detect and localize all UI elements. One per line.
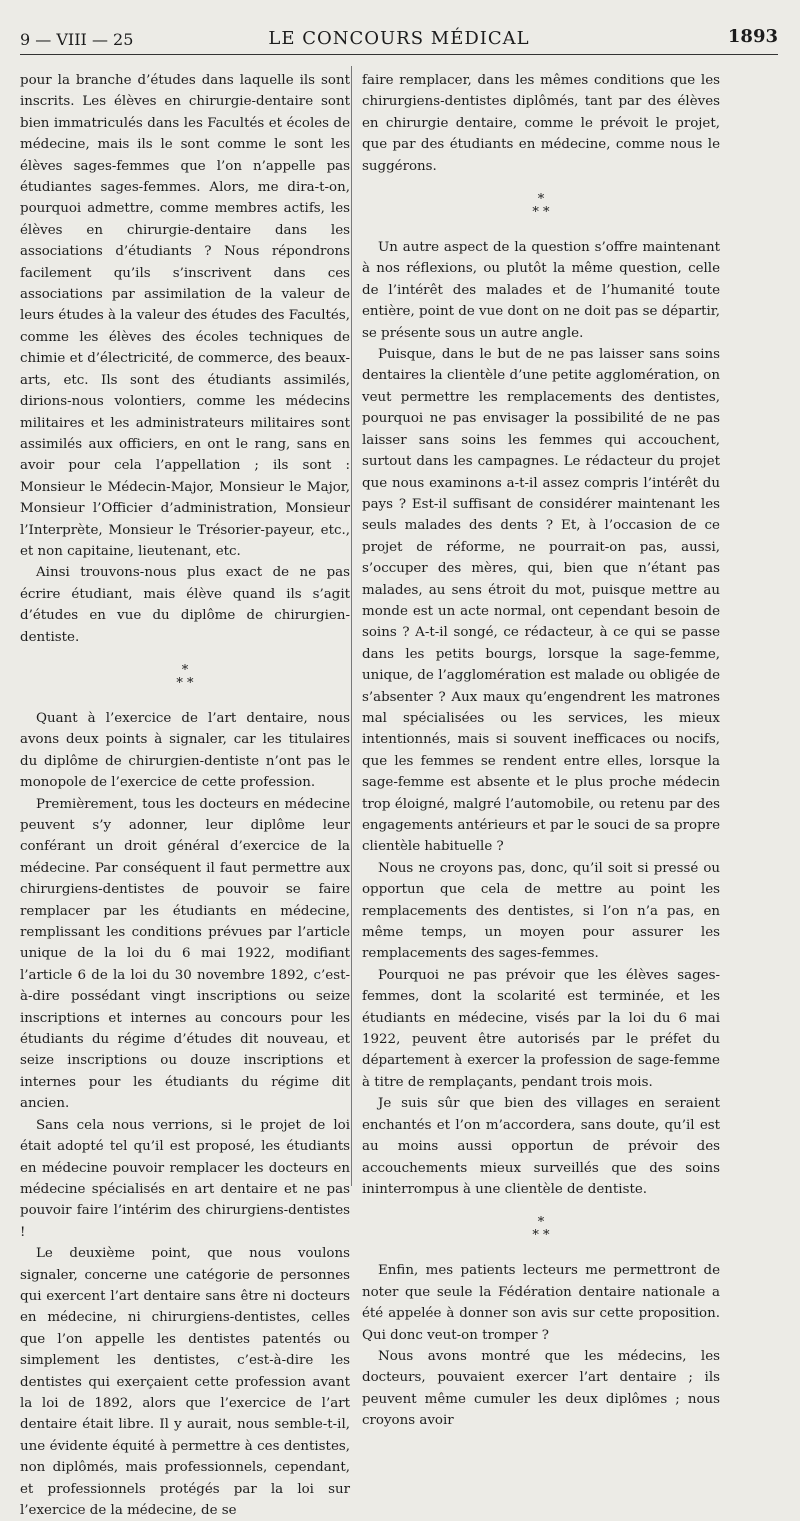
section-separator: * * *	[176, 662, 194, 691]
right-column	[362, 70, 720, 1432]
journal-title: LE CONCOURS MÉDICAL	[268, 28, 530, 49]
paragraph: Un autre aspect de la question s’offre maintenant à nos réflexions, ou plutôt la même question, celle de l’intérêt des malades et de l’humanité toute entière, point de vue dont on ne doit pas se départir, se présente sous un autre angle.	[362, 240, 720, 341]
paragraph: faire remplacer, dans les mêmes conditions que les chirurgiens-dentistes diplômés, tant par des élèves en chirurgie dentaire, comme le prévoit le projet, que par des étudiants en médecine, comme nous le suggérons.	[362, 73, 720, 174]
page-header	[20, 26, 778, 55]
page-number: 1893	[727, 26, 778, 47]
paragraph: Sans cela nous verrions, si le projet de loi était adopté tel qu’il est proposé, les étudiants en médecine pouvoir remplacer les docteurs en médecine spécialisés en art dentaire et ne pas pouvoir faire l’intérim des chirurgiens-dentistes !	[20, 1117, 350, 1240]
paragraph: Le deuxième point, que nous voulons signaler, concerne une catégorie de personnes qui exercent l’art dentaire sans être ni docteurs en médecine, ni chirurgiens-dentistes, celles que l’on appelle les dentistes patentés ou simplement les dentistes, c’est-à-dire les dentistes qui exerçaient cette profession avant la loi de 1892, alors que l’exercice de l’art dentaire était libre. Il y aurait, nous semble-t-il, une évidente équité à permettre à ces dentistes, non diplômés, mais professionnels, cependant, et professionnels protégés par la loi sur l’exercice de la médecine, de se	[20, 1246, 350, 1518]
paragraph: Puisque, dans le but de ne pas laisser sans soins dentaires la clientèle d’une petite agglomération, on veut permettre les remplacements des dentistes, pourquoi ne pas envisager la possibilité de ne pas laisser sans soins les femmes qui accouchent, surtout dans les campagnes. Le rédacteur du projet que nous examinons a-t-il assez compris l’intérêt du pays ? Est-il suffisant de considérer maintenant les seuls malades des dents ? Et, à l’occasion de ce projet de réforme, ne pourrait-on pas, aussi, s’occuper des mères, qui, bien que n’étant pas malades, au sens étroit du mot, puisque mettre au monde est un acte normal, ont cependant besoin de soins ? A-t-il songé, ce rédacteur, à ce qui se passe dans les petits bourgs, lorsque la sage-femme, unique, de l’agglomération est malade ou obligée de s’absenter ? Aux maux qu’engendrent les matrones mal spécialisées ou les services, les mieux intentionnés, mais si souvent inefficaces ou nocifs, que les femmes se rendent entre elles, lorsque la sage-femme est absente et le plus proche médecin trop éloigné, malgré l’automobile, ou retenu par des engagements antérieurs et par le souci de sa propre clientèle habituelle ?	[362, 347, 720, 855]
column-divider	[351, 66, 352, 1186]
paragraph: Nous avons montré que les médecins, les docteurs, pouvaient exercer l’art dentaire ; ils peuvent même cumuler les deux diplômes ; nous croyons avoir	[362, 1348, 720, 1429]
paragraph: Quant à l’exercice de l’art dentaire, nous avons deux points à signaler, car les titulaires du diplôme de chirurgien-dentiste n’ont pas le monopole de l’exercice de cette profession.	[20, 710, 350, 791]
paragraph: pour la branche d’études dans laquelle ils sont inscrits. Les élèves en chirurgie-dentaire sont bien immatriculés dans les Facultés et écoles de médecine, mais ils le sont comme le sont les élèves sages-femmes que l’on n’appelle pas étudiantes sages-femmes. Alors, me dira-t-on, pourquoi admettre, comme membres actifs, les élèves en chirurgie-dentaire dans les associations d’étudiants ? Nous répondrons facilement qu’ils s’inscrivent dans ces associations par assimilation de la valeur de leurs études à la valeur des études des Facultés, comme les élèves des écoles techniques de chimie et d’électricité, de commerce, des beaux-arts, etc. Ils sont des étudiants assimilés, dirions-nous volontiers, comme les médecins militaires et les administrateurs militaires sont assimilés aux officiers, en ont le rang, sans en avoir pour cela l’appellation ; ils sont : Monsieur le Médecin-Major, Monsieur le Major, Monsieur l’Officier d’administration, Monsieur l’Interprète, Monsieur le Trésorier-payeur, etc., et non capitaine, lieutenant, etc.	[20, 73, 350, 559]
paragraph: Je suis sûr que bien des villages en seraient enchantés et l’on m’accordera, sans doute, qu’il est au moins aussi opportun de prévoir des accouchements mieux surveillés que des soins ininterrompus à une clientèle de dentiste.	[362, 1096, 720, 1197]
paragraph: Nous ne croyons pas, donc, qu’il soit si pressé ou opportun que cela de mettre au point les remplacements des dentistes, si l’on n’a pas, en même temps, un moyen pour assurer les remplacements des sages-femmes.	[362, 860, 720, 962]
issue-date: 9 — VIII — 25	[20, 30, 134, 49]
section-separator: * * *	[532, 1215, 550, 1244]
paragraph: Enfin, mes patients lecteurs me permettront de noter que seule la Fédération dentaire nationale a été appelée à donner son avis sur cette proposition. Qui donc veut-on tromper ?	[362, 1263, 720, 1343]
section-separator: * * *	[532, 192, 550, 221]
paragraph: Premièrement, tous les docteurs en médecine peuvent s’y adonner, leur diplôme leur conférant un droit général d’exercice de la médecine. Par conséquent il faut permettre aux chirurgiens-dentistes de pouvoir se faire remplacer par les étudiants en médecine, remplissant les conditions prévues par l’article unique de la loi du 6 mai 1922, modifiant l’article 6 de la loi du 30 novembre 1892, c’est-à-dire possédant vingt inscriptions ou seize inscriptions et internes au concours pour les étudiants du régime d’études dit nouveau, et seize inscriptions ou douze inscriptions et internes pour les étudiants du régime dit ancien.	[20, 796, 350, 1112]
paragraph: Ainsi trouvons-nous plus exact de ne pas écrire étudiant, mais élève quand ils s’agit d’études en vue du diplôme de chirurgien-dentiste.	[20, 565, 350, 645]
left-column	[20, 70, 350, 1521]
paragraph: Pourquoi ne pas prévoir que les élèves sages-femmes, dont la scolarité est terminée, et les étudiants en médecine, visés par la loi du 6 mai 1922, peuvent être autorisés par le préfet du département à exercer la profession de sage-femme à titre de remplaçants, pendant trois mois.	[362, 967, 720, 1090]
